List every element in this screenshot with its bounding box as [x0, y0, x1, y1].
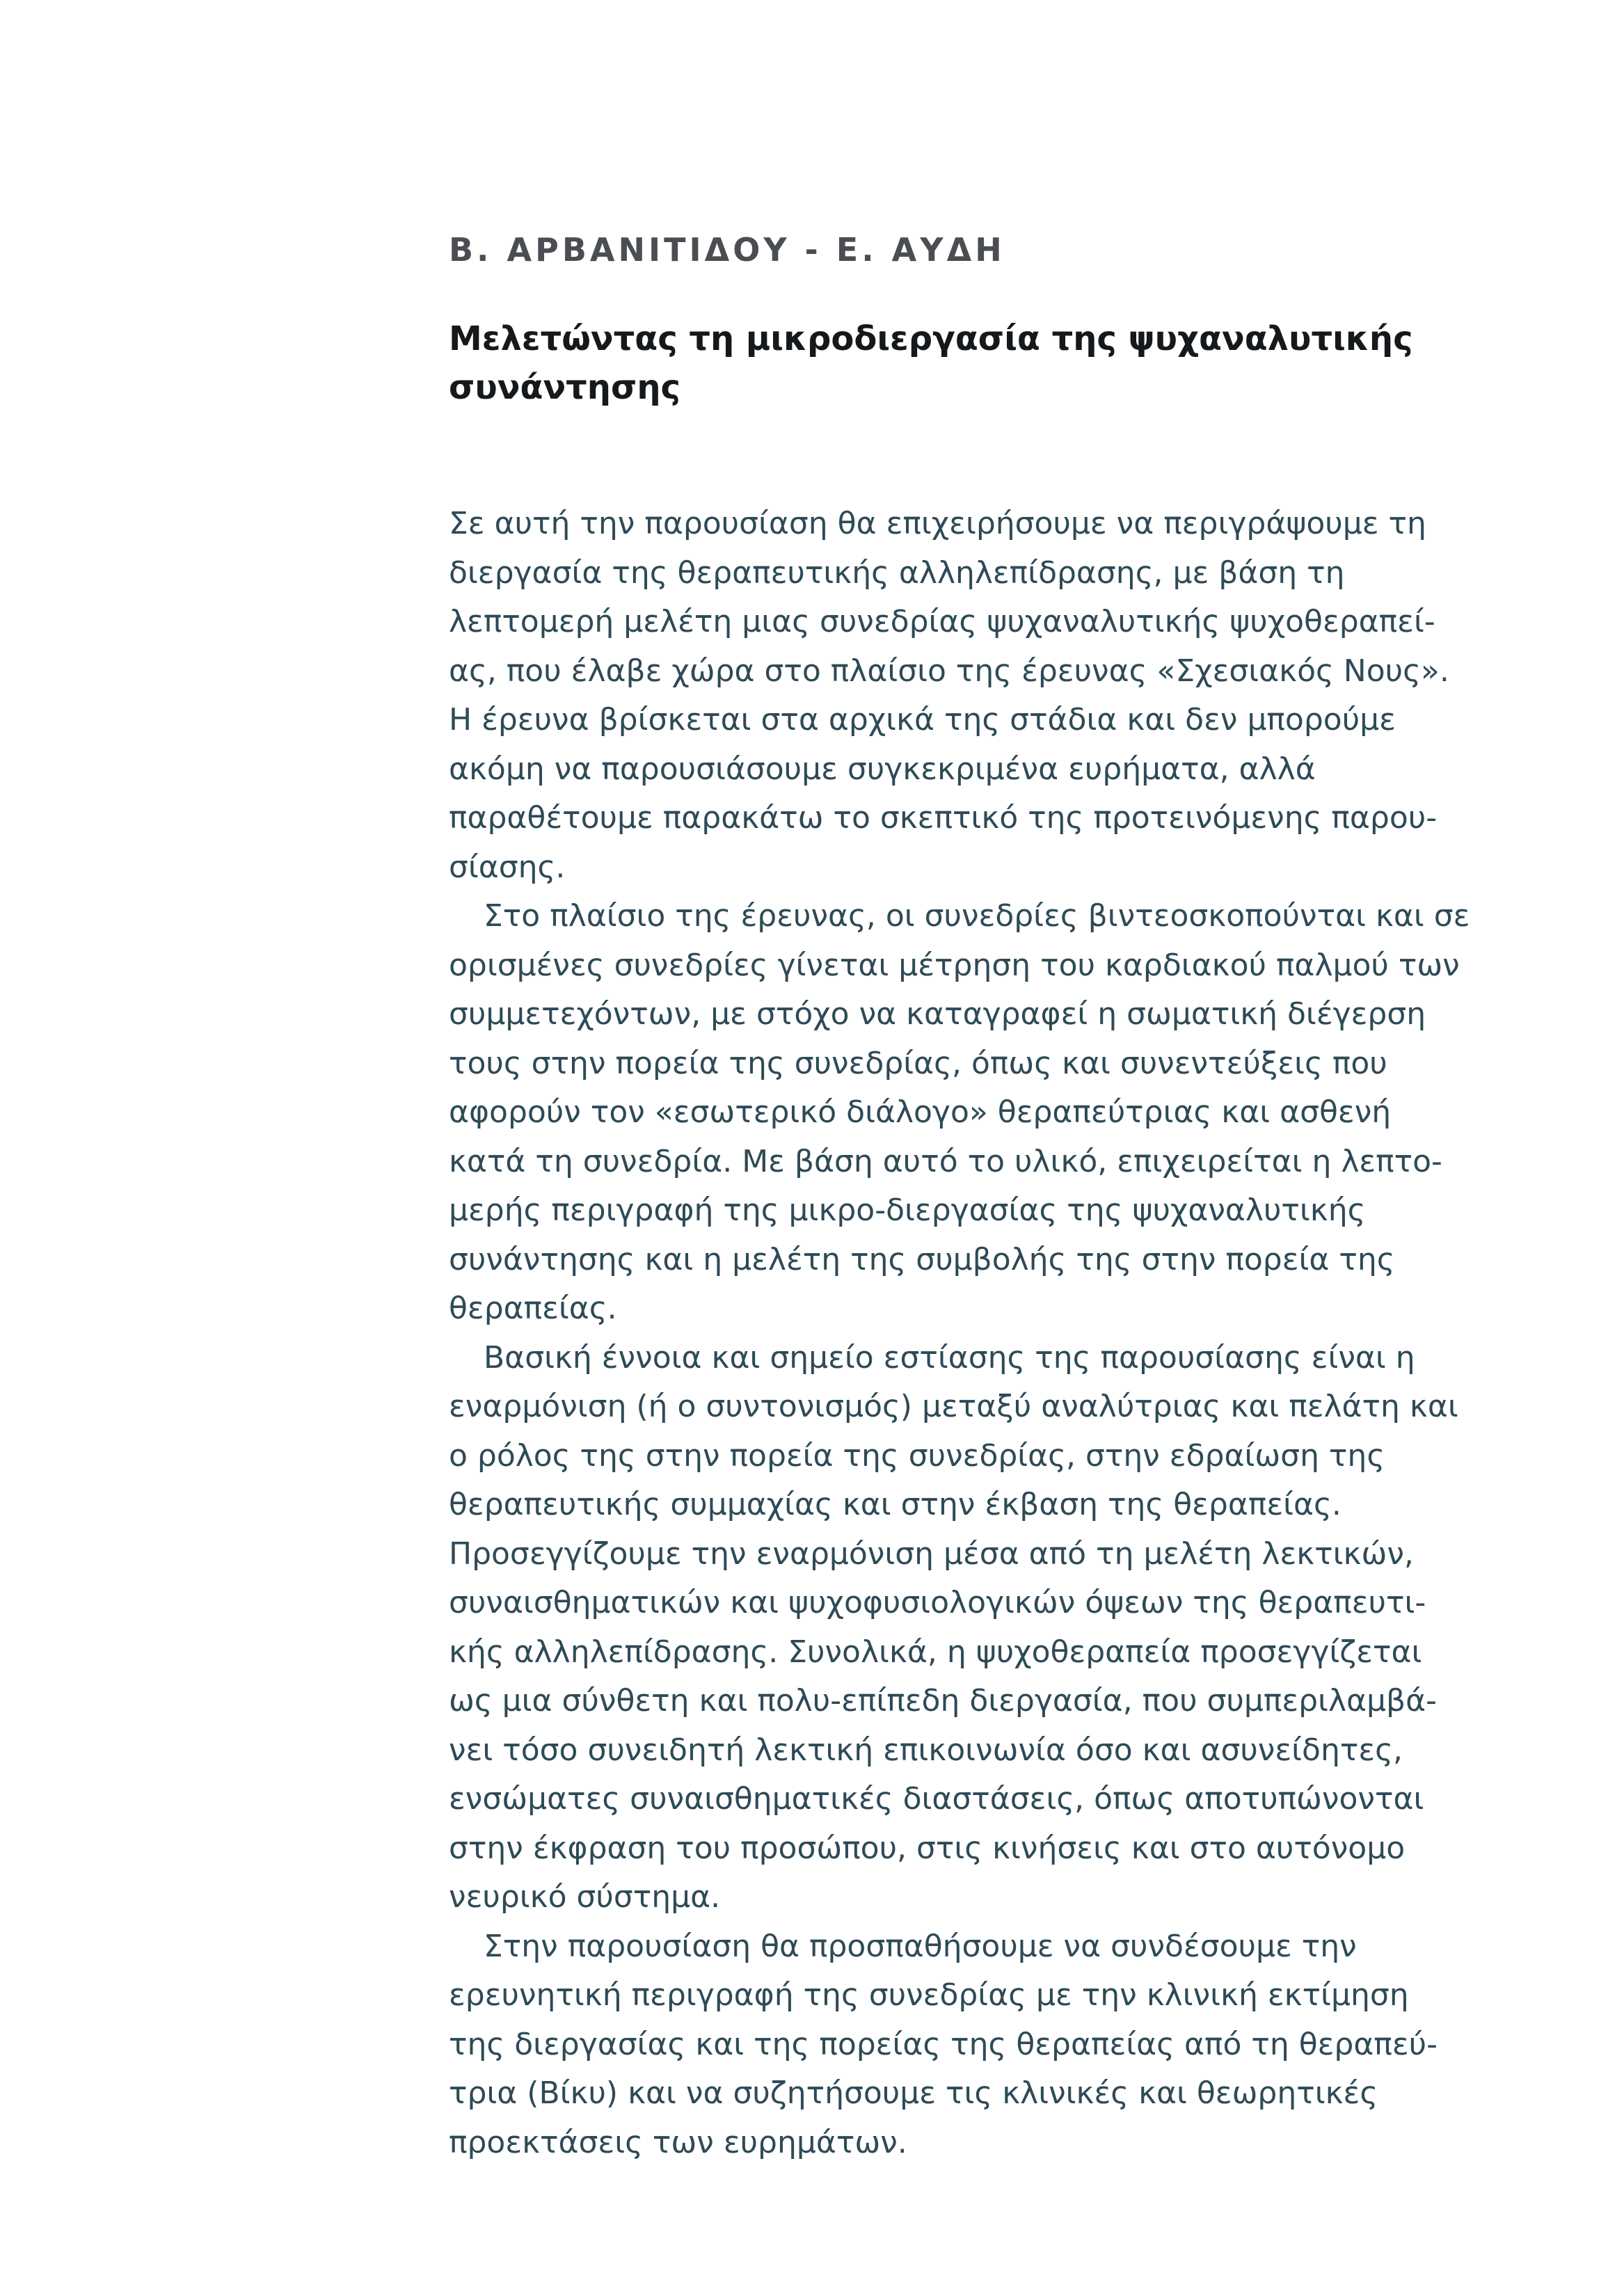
text-line: κής αλληλεπίδρασης. Συνολικά, η ψυχοθεραπεία προσεγγίζεται [449, 1634, 1422, 1670]
text-line: νει τόσο συνειδητή λεκτική επικοινωνία όσο και ασυνείδητες, [449, 1732, 1403, 1768]
text-line: νευρικό σύστημα. [449, 1879, 721, 1915]
text-line: τρια (Βίκυ) και να συζητήσουμε τις κλινικές και θεωρητικές [449, 2075, 1378, 2111]
text-line: ορισμένες συνεδρίες γίνεται μέτρηση του καρδιακού παλμού των [449, 947, 1460, 983]
text-line: θεραπείας. [449, 1291, 617, 1326]
text-line: σίασης. [449, 849, 566, 885]
article-title [449, 314, 1423, 412]
text-line: Σε αυτή την παρουσίαση θα επιχειρήσουμε να περιγράψουμε τη [449, 506, 1426, 541]
paragraph-2 [449, 892, 1520, 1334]
text-line: Προσεγγίζουμε την εναρμόνιση μέσα από τη μελέτη λεκτικών, [449, 1536, 1414, 1572]
text-line: Στην παρουσίαση θα προσπαθήσουμε να συνδέσουμε την [484, 1928, 1357, 1964]
text-line: Στο πλαίσιο της έρευνας, οι συνεδρίες βιντεοσκοπούνται και σε [484, 898, 1470, 934]
text-line: παραθέτουμε παρακάτω το σκεπτικό της προτεινόμενης παρου- [449, 800, 1438, 836]
paragraph-3 [449, 1334, 1520, 1922]
text-line: προεκτάσεις των ευρημάτων. [449, 2124, 907, 2160]
text-line: ενσώματες συναισθηματικές διαστάσεις, όπως αποτυπώνονται [449, 1781, 1424, 1817]
title-line: συνάντησης [449, 368, 680, 407]
text-line: μερής περιγραφή της μικρο-διεργασίας της ψυχαναλυτικής [449, 1193, 1366, 1228]
text-line: ως μια σύνθετη και πολυ-επίπεδη διεργασία, που συμπεριλαμβά- [449, 1683, 1437, 1719]
authors: Β. ΑΡΒΑΝΙΤΙΔΟΥ - Ε. ΑΥΔΗ [449, 231, 1005, 269]
text-line: συνάντησης και η μελέτη της συμβολής της στην πορεία της [449, 1241, 1395, 1277]
text-line: κατά τη συνεδρία. Με βάση αυτό το υλικό, επιχειρείται η λεπτο- [449, 1143, 1442, 1179]
text-line: λεπτομερή μελέτη μιας συνεδρίας ψυχαναλυτικής ψυχοθεραπεί- [449, 604, 1435, 639]
title-line: Μελετώντας τη μικροδιεργασία της ψυχαναλυτικής [449, 319, 1413, 358]
text-line: Η έρευνα βρίσκεται στα αρχικά της στάδια και δεν μπορούμε [449, 702, 1396, 738]
text-line: ακόμη να παρουσιάσουμε συγκεκριμένα ευρήματα, αλλά [449, 751, 1316, 787]
text-line: εναρμόνιση (ή ο συντονισμός) μεταξύ αναλύτριας και πελάτη και [449, 1389, 1458, 1424]
text-line: ας, που έλαβε χώρα στο πλαίσιο της έρευνας «Σχεσιακός Νους». [449, 653, 1449, 689]
text-line: στην έκφραση του προσώπου, στις κινήσεις και στο αυτόνομο [449, 1830, 1406, 1866]
text-line: αφορούν τον «εσωτερικό διάλογο» θεραπεύτριας και ασθενή [449, 1094, 1392, 1130]
text-line: τους στην πορεία της συνεδρίας, όπως και συνεντεύξεις που [449, 1045, 1387, 1081]
text-line: ερευνητική περιγραφή της συνεδρίας με την κλινική εκτίμηση [449, 1977, 1409, 2013]
text-line: Βασική έννοια και σημείο εστίασης της παρουσίασης είναι η [484, 1339, 1415, 1376]
text-line: συμμετεχόντων, με στόχο να καταγραφεί η σωματική διέγερση [449, 996, 1426, 1032]
text-line: θεραπευτικής συμμαχίας και στην έκβαση της θεραπείας. [449, 1487, 1342, 1522]
abstract-body [449, 500, 1520, 2167]
text-line: συναισθηματικών και ψυχοφυσιολογικών όψεων της θεραπευτι- [449, 1585, 1426, 1620]
text-line: διεργασία της θεραπευτικής αλληλεπίδρασης, με βάση τη [449, 555, 1345, 591]
text-line: της διεργασίας και της πορείας της θεραπείας από τη θεραπεύ- [449, 2026, 1438, 2062]
paragraph-1 [449, 500, 1520, 892]
paragraph-4 [449, 1922, 1520, 2168]
text-line: ο ρόλος της στην πορεία της συνεδρίας, στην εδραίωση της [449, 1437, 1385, 1474]
